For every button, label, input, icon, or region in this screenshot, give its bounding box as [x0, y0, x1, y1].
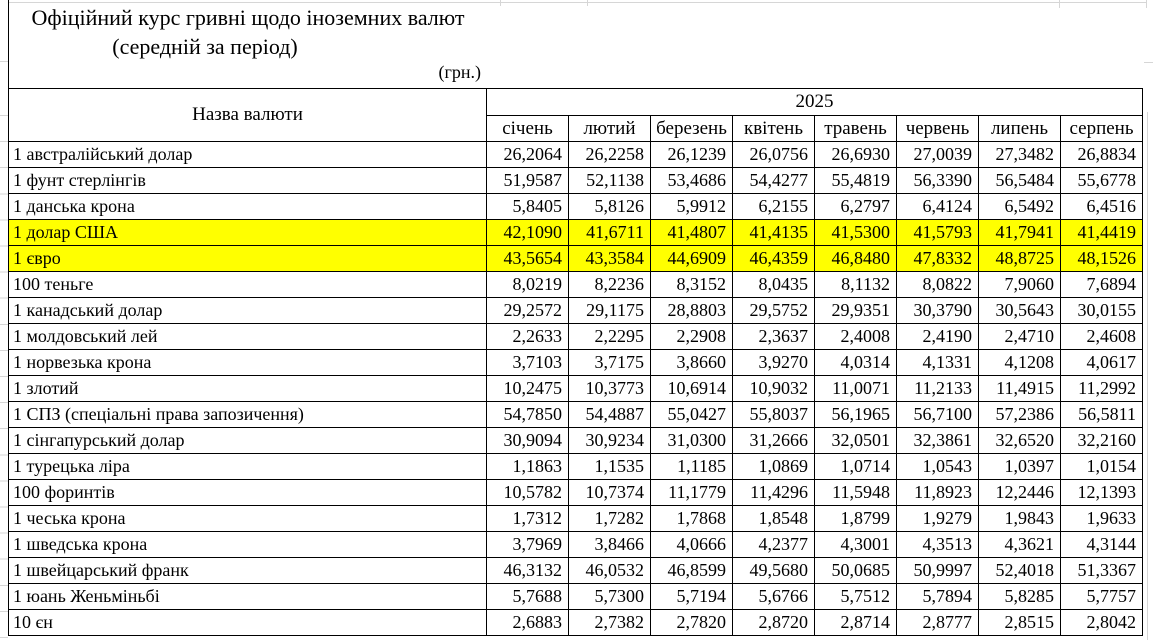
currency-name-cell[interactable]: 100 форинтів	[9, 480, 487, 506]
currency-name-cell[interactable]: 1 фунт стерлінгів	[9, 168, 487, 194]
rate-cell[interactable]: 5,7512	[815, 584, 897, 610]
currency-name-cell[interactable]: 10 єн	[9, 610, 487, 636]
sheet-gridline-left-tick	[0, 61, 8, 62]
rate-cell[interactable]: 11,5948	[815, 480, 897, 506]
rate-cell[interactable]: 5,6766	[733, 584, 815, 610]
month-header[interactable]: січень	[487, 116, 569, 142]
rate-cell[interactable]: 4,2377	[733, 532, 815, 558]
rate-cell[interactable]: 41,4135	[733, 220, 815, 246]
rate-cell[interactable]: 6,4124	[897, 194, 979, 220]
rate-cell[interactable]: 2,2908	[651, 324, 733, 350]
rate-cell[interactable]: 1,1185	[651, 454, 733, 480]
rate-cell[interactable]: 28,8803	[651, 298, 733, 324]
rate-cell[interactable]: 5,9912	[651, 194, 733, 220]
rate-cell[interactable]: 1,7312	[487, 506, 569, 532]
rate-cell[interactable]: 43,3584	[569, 246, 651, 272]
rate-cell[interactable]: 8,2236	[569, 272, 651, 298]
rate-cell[interactable]: 4,0314	[815, 350, 897, 376]
rate-cell[interactable]: 30,9234	[569, 428, 651, 454]
rate-cell[interactable]: 49,5680	[733, 558, 815, 584]
rate-cell[interactable]: 46,8480	[815, 246, 897, 272]
rate-cell[interactable]: 5,7688	[487, 584, 569, 610]
rate-cell[interactable]: 26,2064	[487, 142, 569, 168]
rate-cell[interactable]: 56,3390	[897, 168, 979, 194]
rate-cell[interactable]: 41,5793	[897, 220, 979, 246]
rate-cell[interactable]: 2,8720	[733, 610, 815, 636]
rate-cell[interactable]: 1,9633	[1061, 506, 1143, 532]
rate-cell[interactable]: 51,9587	[487, 168, 569, 194]
rate-cell[interactable]: 26,0756	[733, 142, 815, 168]
rate-cell[interactable]: 29,9351	[815, 298, 897, 324]
rate-cell[interactable]: 43,5654	[487, 246, 569, 272]
rate-cell[interactable]: 55,6778	[1061, 168, 1143, 194]
table-row	[9, 142, 1143, 168]
rate-cell[interactable]: 1,0397	[979, 454, 1061, 480]
currency-name-cell[interactable]: 1 швейцарський франк	[9, 558, 487, 584]
table-row	[9, 454, 1143, 480]
rate-cell[interactable]: 5,8126	[569, 194, 651, 220]
rate-cell[interactable]: 1,0869	[733, 454, 815, 480]
rate-cell[interactable]: 1,9279	[897, 506, 979, 532]
rate-cell[interactable]: 7,9060	[979, 272, 1061, 298]
rate-cell[interactable]: 6,4516	[1061, 194, 1143, 220]
currency-name-cell[interactable]: 1 шведська крона	[9, 532, 487, 558]
rate-cell[interactable]: 3,9270	[733, 350, 815, 376]
rate-cell[interactable]: 11,0071	[815, 376, 897, 402]
table-row	[9, 480, 1143, 506]
year-header-row	[9, 89, 1143, 116]
rate-cell[interactable]: 47,8332	[897, 246, 979, 272]
rate-cell[interactable]: 8,1132	[815, 272, 897, 298]
rate-cell[interactable]: 3,7175	[569, 350, 651, 376]
rate-cell[interactable]: 10,7374	[569, 480, 651, 506]
rate-cell[interactable]: 2,4710	[979, 324, 1061, 350]
currency-name-cell[interactable]: 1 злотий	[9, 376, 487, 402]
rate-cell[interactable]: 32,6520	[979, 428, 1061, 454]
currency-name-column-header[interactable]: Назва валюти	[9, 89, 487, 142]
rate-cell[interactable]: 5,8405	[487, 194, 569, 220]
rate-cell[interactable]: 1,9843	[979, 506, 1061, 532]
rate-cell[interactable]: 2,4608	[1061, 324, 1143, 350]
rate-cell[interactable]: 2,2295	[569, 324, 651, 350]
rate-cell[interactable]: 1,0543	[897, 454, 979, 480]
rate-cell[interactable]: 55,0427	[651, 402, 733, 428]
rate-cell[interactable]: 4,3513	[897, 532, 979, 558]
rate-cell[interactable]: 46,8599	[651, 558, 733, 584]
rate-cell[interactable]: 6,5492	[979, 194, 1061, 220]
rate-cell[interactable]: 1,7282	[569, 506, 651, 532]
rate-cell[interactable]: 1,0714	[815, 454, 897, 480]
rate-cell[interactable]: 8,0822	[897, 272, 979, 298]
table-row	[9, 272, 1143, 298]
currency-name-cell[interactable]: 100 теньге	[9, 272, 487, 298]
rate-cell[interactable]: 29,5752	[733, 298, 815, 324]
rate-cell[interactable]: 57,2386	[979, 402, 1061, 428]
rate-cell[interactable]: 31,0300	[651, 428, 733, 454]
rate-cell[interactable]: 11,8923	[897, 480, 979, 506]
rate-cell[interactable]: 1,1535	[569, 454, 651, 480]
rate-cell[interactable]: 11,1779	[651, 480, 733, 506]
rate-cell[interactable]: 55,4819	[815, 168, 897, 194]
rate-cell[interactable]: 1,7868	[651, 506, 733, 532]
rate-cell[interactable]: 2,4008	[815, 324, 897, 350]
rate-cell[interactable]: 8,0219	[487, 272, 569, 298]
rate-cell[interactable]: 41,7941	[979, 220, 1061, 246]
rate-cell[interactable]: 10,6914	[651, 376, 733, 402]
report-subtitle: (середній за період)	[112, 34, 298, 59]
rate-cell[interactable]: 26,6930	[815, 142, 897, 168]
rate-cell[interactable]: 50,0685	[815, 558, 897, 584]
rate-cell[interactable]: 46,3132	[487, 558, 569, 584]
rate-cell[interactable]: 2,6883	[487, 610, 569, 636]
rate-cell[interactable]: 5,7757	[1061, 584, 1143, 610]
rate-cell[interactable]: 4,3001	[815, 532, 897, 558]
rate-cell[interactable]: 27,3482	[979, 142, 1061, 168]
rate-cell[interactable]: 1,8548	[733, 506, 815, 532]
rate-cell[interactable]: 5,7194	[651, 584, 733, 610]
month-header[interactable]: серпень	[1061, 116, 1143, 142]
currency-name-cell[interactable]: 1 юань Женьміньбі	[9, 584, 487, 610]
currency-name-cell[interactable]: 1 долар США	[9, 220, 487, 246]
rate-cell[interactable]: 53,4686	[651, 168, 733, 194]
table-row	[9, 246, 1143, 272]
sheet-gridlines-left-strip	[0, 115, 8, 638]
table-row	[9, 584, 1143, 610]
rate-cell[interactable]: 7,6894	[1061, 272, 1143, 298]
rate-cell[interactable]: 26,8834	[1061, 142, 1143, 168]
unit-label: (грн.)	[438, 62, 481, 82]
rate-cell[interactable]: 52,1138	[569, 168, 651, 194]
rate-cell[interactable]: 50,9997	[897, 558, 979, 584]
rate-cell[interactable]: 10,5782	[487, 480, 569, 506]
rate-cell[interactable]: 1,0154	[1061, 454, 1143, 480]
rate-cell[interactable]: 10,2475	[487, 376, 569, 402]
rate-cell[interactable]: 10,3773	[569, 376, 651, 402]
currency-name-cell[interactable]: 1 данська крона	[9, 194, 487, 220]
rate-cell[interactable]: 2,8777	[897, 610, 979, 636]
title-block	[8, 0, 486, 88]
month-header[interactable]: червень	[897, 116, 979, 142]
currency-name-cell[interactable]: 1 чеська крона	[9, 506, 487, 532]
rate-cell[interactable]: 11,2992	[1061, 376, 1143, 402]
rate-cell[interactable]: 2,2633	[487, 324, 569, 350]
rate-cell[interactable]: 56,5484	[979, 168, 1061, 194]
currency-name-cell[interactable]: 1 євро	[9, 246, 487, 272]
rate-cell[interactable]: 11,4915	[979, 376, 1061, 402]
rate-cell[interactable]: 30,9094	[487, 428, 569, 454]
rate-cell[interactable]: 6,2797	[815, 194, 897, 220]
rate-cell[interactable]: 5,7300	[569, 584, 651, 610]
sheet-gridline-tick	[1059, 0, 1060, 8]
rate-cell[interactable]: 10,9032	[733, 376, 815, 402]
rate-cell[interactable]: 41,5300	[815, 220, 897, 246]
rate-cell[interactable]: 11,4296	[733, 480, 815, 506]
currency-name-cell[interactable]: 1 молдовський лей	[9, 324, 487, 350]
rate-cell[interactable]: 2,8515	[979, 610, 1061, 636]
rate-cell[interactable]: 2,3637	[733, 324, 815, 350]
currency-name-cell[interactable]: 1 австралійський долар	[9, 142, 487, 168]
rate-cell[interactable]: 2,7820	[651, 610, 733, 636]
exchange-rate-table	[8, 88, 1143, 636]
rate-cell[interactable]: 30,0155	[1061, 298, 1143, 324]
rate-cell[interactable]: 3,8660	[651, 350, 733, 376]
currency-name-cell[interactable]: 1 сінгапурський долар	[9, 428, 487, 454]
table-row	[9, 558, 1143, 584]
rate-cell[interactable]: 29,1175	[569, 298, 651, 324]
table-row	[9, 428, 1143, 454]
rate-cell[interactable]: 27,0039	[897, 142, 979, 168]
rate-cell[interactable]: 56,7100	[897, 402, 979, 428]
table-row	[9, 610, 1143, 636]
month-header[interactable]: липень	[979, 116, 1061, 142]
table-row	[9, 194, 1143, 220]
rate-cell[interactable]: 4,0666	[651, 532, 733, 558]
rate-cell[interactable]: 4,0617	[1061, 350, 1143, 376]
table-row	[9, 324, 1143, 350]
rate-cell[interactable]: 54,7850	[487, 402, 569, 428]
sheet-gridline-tick	[587, 0, 588, 6]
rate-cell[interactable]: 52,4018	[979, 558, 1061, 584]
rate-cell[interactable]: 56,5811	[1061, 402, 1143, 428]
month-header[interactable]: березень	[651, 116, 733, 142]
rate-cell[interactable]: 42,1090	[487, 220, 569, 246]
rate-cell[interactable]: 48,1526	[1061, 246, 1143, 272]
month-header[interactable]: квітень	[733, 116, 815, 142]
rate-cell[interactable]: 32,0501	[815, 428, 897, 454]
rate-cell[interactable]: 4,1331	[897, 350, 979, 376]
rate-cell[interactable]: 3,8466	[569, 532, 651, 558]
rate-cell[interactable]: 6,2155	[733, 194, 815, 220]
table-row	[9, 298, 1143, 324]
table-row	[9, 402, 1143, 428]
rate-cell[interactable]: 55,8037	[733, 402, 815, 428]
table-row	[9, 168, 1143, 194]
rate-cell[interactable]: 1,1863	[487, 454, 569, 480]
sheet-gridline-right-tick	[1144, 62, 1153, 63]
rate-cell[interactable]: 30,5643	[979, 298, 1061, 324]
sheet-gridline-tick	[1146, 0, 1147, 8]
report-title: Офіційний курс гривні щодо іноземних валют	[31, 5, 465, 30]
rate-cell[interactable]: 4,3144	[1061, 532, 1143, 558]
currency-name-cell[interactable]: 1 СПЗ (спеціальні права запозичення)	[9, 402, 487, 428]
rate-cell[interactable]: 46,4359	[733, 246, 815, 272]
table-row	[9, 532, 1143, 558]
rate-cell[interactable]: 29,2572	[487, 298, 569, 324]
currency-name-cell[interactable]: 1 норвезька крона	[9, 350, 487, 376]
rate-cell[interactable]: 12,1393	[1061, 480, 1143, 506]
rate-cell[interactable]: 54,4887	[569, 402, 651, 428]
rate-cell[interactable]: 26,1239	[651, 142, 733, 168]
table-row	[9, 506, 1143, 532]
month-header[interactable]: травень	[815, 116, 897, 142]
table-row	[9, 376, 1143, 402]
currency-name-cell[interactable]: 1 канадський долар	[9, 298, 487, 324]
rate-cell[interactable]: 56,1965	[815, 402, 897, 428]
rate-cell[interactable]: 2,8714	[815, 610, 897, 636]
rate-cell[interactable]: 2,7382	[569, 610, 651, 636]
rate-cell[interactable]: 3,7103	[487, 350, 569, 376]
rate-cell[interactable]: 41,6711	[569, 220, 651, 246]
rate-cell[interactable]: 11,2133	[897, 376, 979, 402]
table-row	[9, 350, 1143, 376]
rate-cell[interactable]: 54,4277	[733, 168, 815, 194]
rate-cell[interactable]: 48,8725	[979, 246, 1061, 272]
currency-name-cell[interactable]: 1 турецька ліра	[9, 454, 487, 480]
rate-cell[interactable]: 12,2446	[979, 480, 1061, 506]
sheet-gridline-tick	[500, 0, 501, 6]
rate-cell[interactable]: 2,8042	[1061, 610, 1143, 636]
rate-cell[interactable]: 44,6909	[651, 246, 733, 272]
rate-cell[interactable]: 46,0532	[569, 558, 651, 584]
rate-cell[interactable]: 2,4190	[897, 324, 979, 350]
rate-cell[interactable]: 5,7894	[897, 584, 979, 610]
rate-cell[interactable]: 1,8799	[815, 506, 897, 532]
rate-cell[interactable]: 8,0435	[733, 272, 815, 298]
rate-cell[interactable]: 5,8285	[979, 584, 1061, 610]
table-body	[9, 142, 1143, 636]
rate-cell[interactable]: 41,4807	[651, 220, 733, 246]
rate-cell[interactable]: 3,7969	[487, 532, 569, 558]
rate-cell[interactable]: 26,2258	[569, 142, 651, 168]
rate-cell[interactable]: 31,2666	[733, 428, 815, 454]
year-header[interactable]: 2025	[487, 89, 1143, 116]
rate-cell[interactable]: 41,4419	[1061, 220, 1143, 246]
rate-cell[interactable]: 4,1208	[979, 350, 1061, 376]
rate-cell[interactable]: 8,3152	[651, 272, 733, 298]
rate-cell[interactable]: 4,3621	[979, 532, 1061, 558]
rate-cell[interactable]: 30,3790	[897, 298, 979, 324]
table-row	[9, 220, 1143, 246]
rate-cell[interactable]: 32,3861	[897, 428, 979, 454]
rate-cell[interactable]: 51,3367	[1061, 558, 1143, 584]
rate-cell[interactable]: 32,2160	[1061, 428, 1143, 454]
month-header[interactable]: лютий	[569, 116, 651, 142]
sheet-gridline-right-vertical	[1147, 112, 1148, 640]
